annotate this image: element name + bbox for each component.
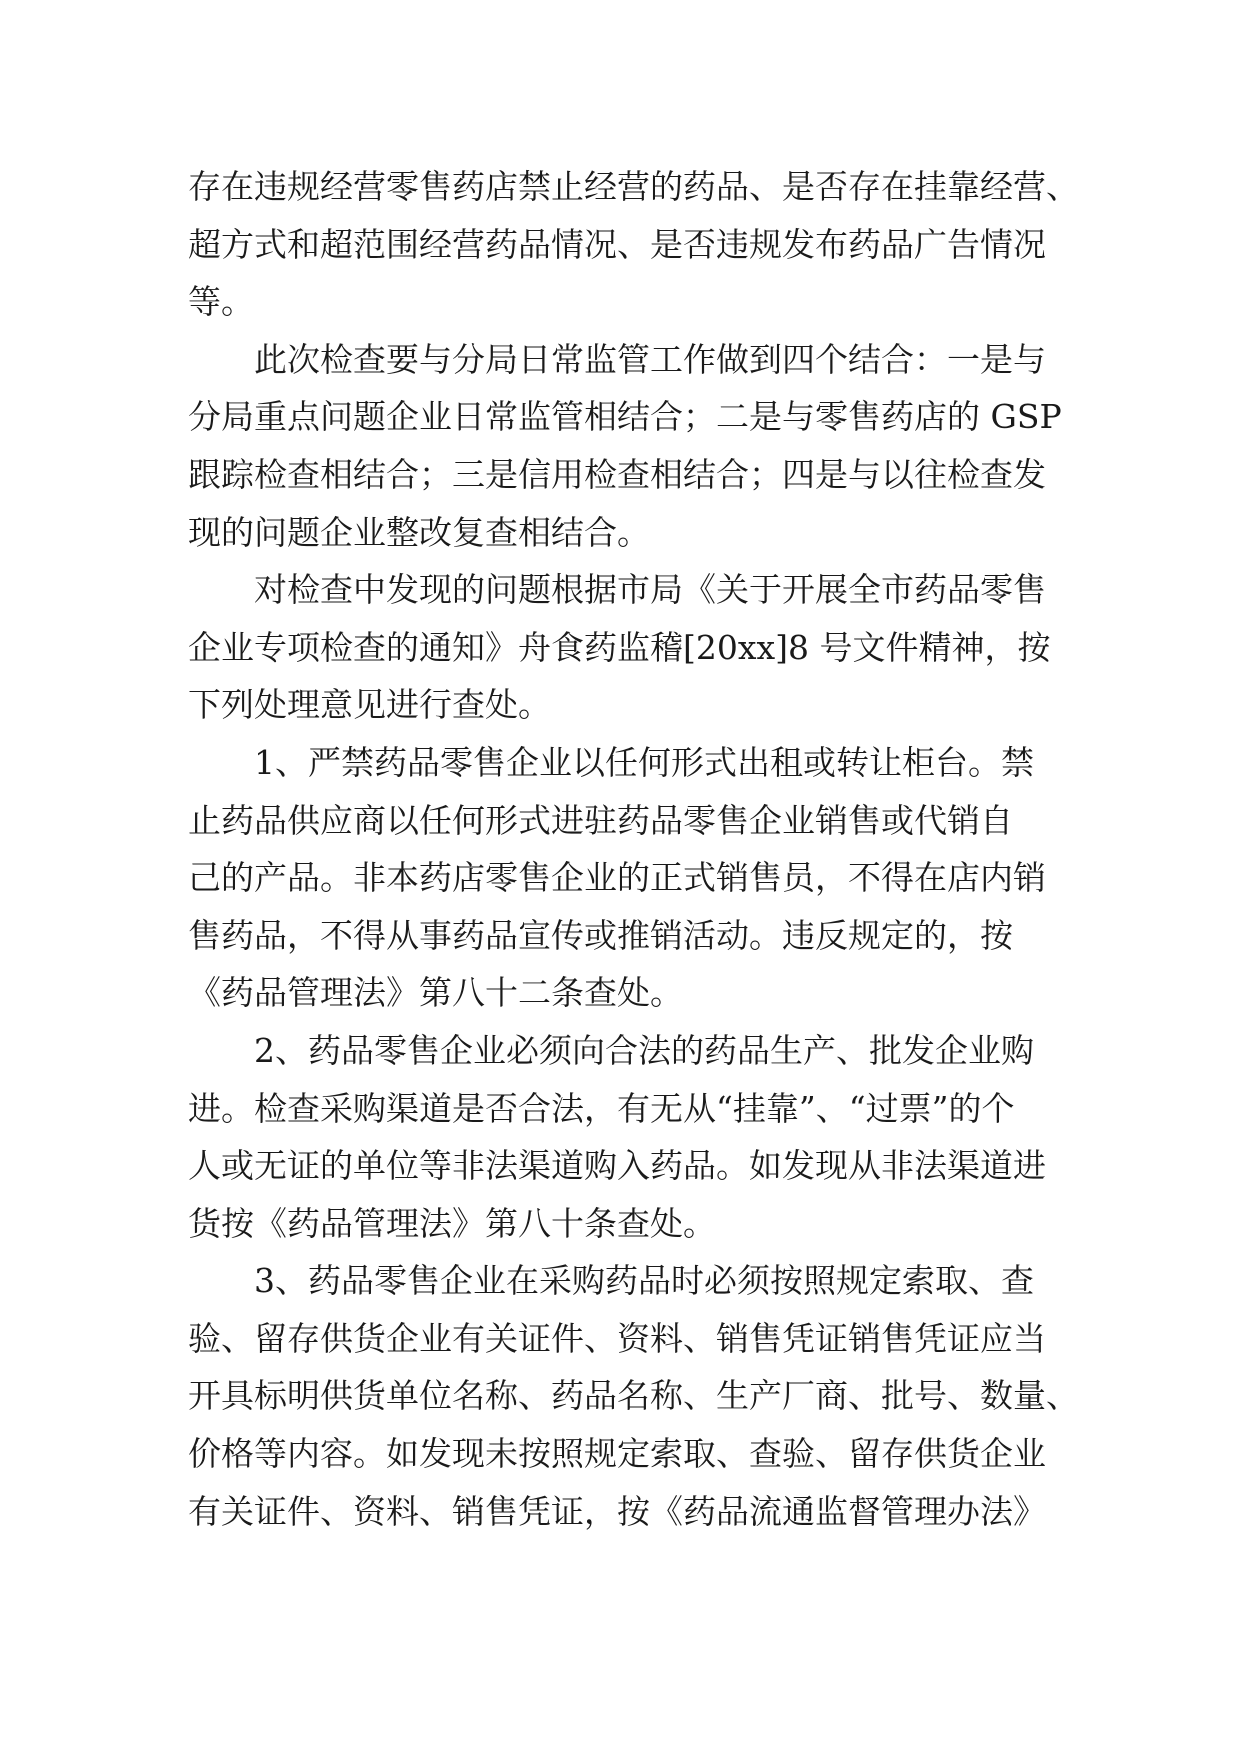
text-line: 价格等内容。如发现未按照规定索取、查验、留存供货企业 <box>188 1434 1046 1474</box>
text-line: 对检查中发现的问题根据市局《关于开展全市药品零售 <box>254 570 1046 610</box>
text-line: 企业专项检查的通知》舟食药监稽[20xx]8 号文件精神，按 <box>188 627 1051 667</box>
text-line: 开具标明供货单位名称、药品名称、生产厂商、批号、数量、 <box>188 1376 1079 1416</box>
text-line: 跟踪检查相结合；三是信用检查相结合；四是与以往检查发 <box>188 454 1046 494</box>
text-line: 有关证件、资料、销售凭证，按《药品流通监督管理办法》 <box>188 1491 1046 1531</box>
document-body <box>188 158 1079 1540</box>
text-line: 2、药品零售企业必须向合法的药品生产、批发企业购 <box>254 1030 1034 1070</box>
paragraph-2 <box>188 561 1058 734</box>
text-line: 分局重点问题企业日常监管相结合；二是与零售药店的 GSP <box>188 397 1062 437</box>
text-line: 货按《药品管理法》第八十条查处。 <box>188 1203 716 1243</box>
text-line: 3、药品零售企业在采购药品时必须按照规定索取、查 <box>254 1261 1034 1301</box>
text-line: 进。检查采购渠道是否合法，有无从“挂靠”、“过票”的个 <box>188 1088 1015 1128</box>
text-line: 现的问题企业整改复查相结合。 <box>188 512 650 552</box>
text-line: 验、留存供货企业有关证件、资料、销售凭证销售凭证应当 <box>188 1318 1046 1358</box>
paragraph-0 <box>188 158 1079 331</box>
text-line: 售药品，不得从事药品宣传或推销活动。违反规定的，按 <box>188 915 1013 955</box>
paragraph-5 <box>188 1252 1079 1540</box>
paragraph-3 <box>188 734 1058 1022</box>
text-line: 存在违规经营零售药店禁止经营的药品、是否存在挂靠经营、 <box>188 167 1079 206</box>
paragraph-1 <box>188 331 1062 561</box>
paragraph-4 <box>188 1022 1058 1252</box>
text-line: 此次检查要与分局日常监管工作做到四个结合：一是与 <box>254 339 1046 379</box>
text-line: 1、严禁药品零售企业以任何形式出租或转让柜台。禁 <box>254 742 1034 782</box>
text-line: 超方式和超范围经营药品情况、是否违规发布药品广告情况 <box>188 224 1046 264</box>
text-line: 等。 <box>188 282 254 322</box>
text-line: 止药品供应商以任何形式进驻药品零售企业销售或代销自 <box>188 800 1013 840</box>
text-line: 人或无证的单位等非法渠道购入药品。如发现从非法渠道进 <box>188 1146 1046 1186</box>
text-line: 下列处理意见进行查处。 <box>188 685 551 725</box>
text-line: 己的产品。非本药店零售企业的正式销售员，不得在店内销 <box>188 858 1046 898</box>
text-line: 《药品管理法》第八十二条查处。 <box>188 973 683 1013</box>
